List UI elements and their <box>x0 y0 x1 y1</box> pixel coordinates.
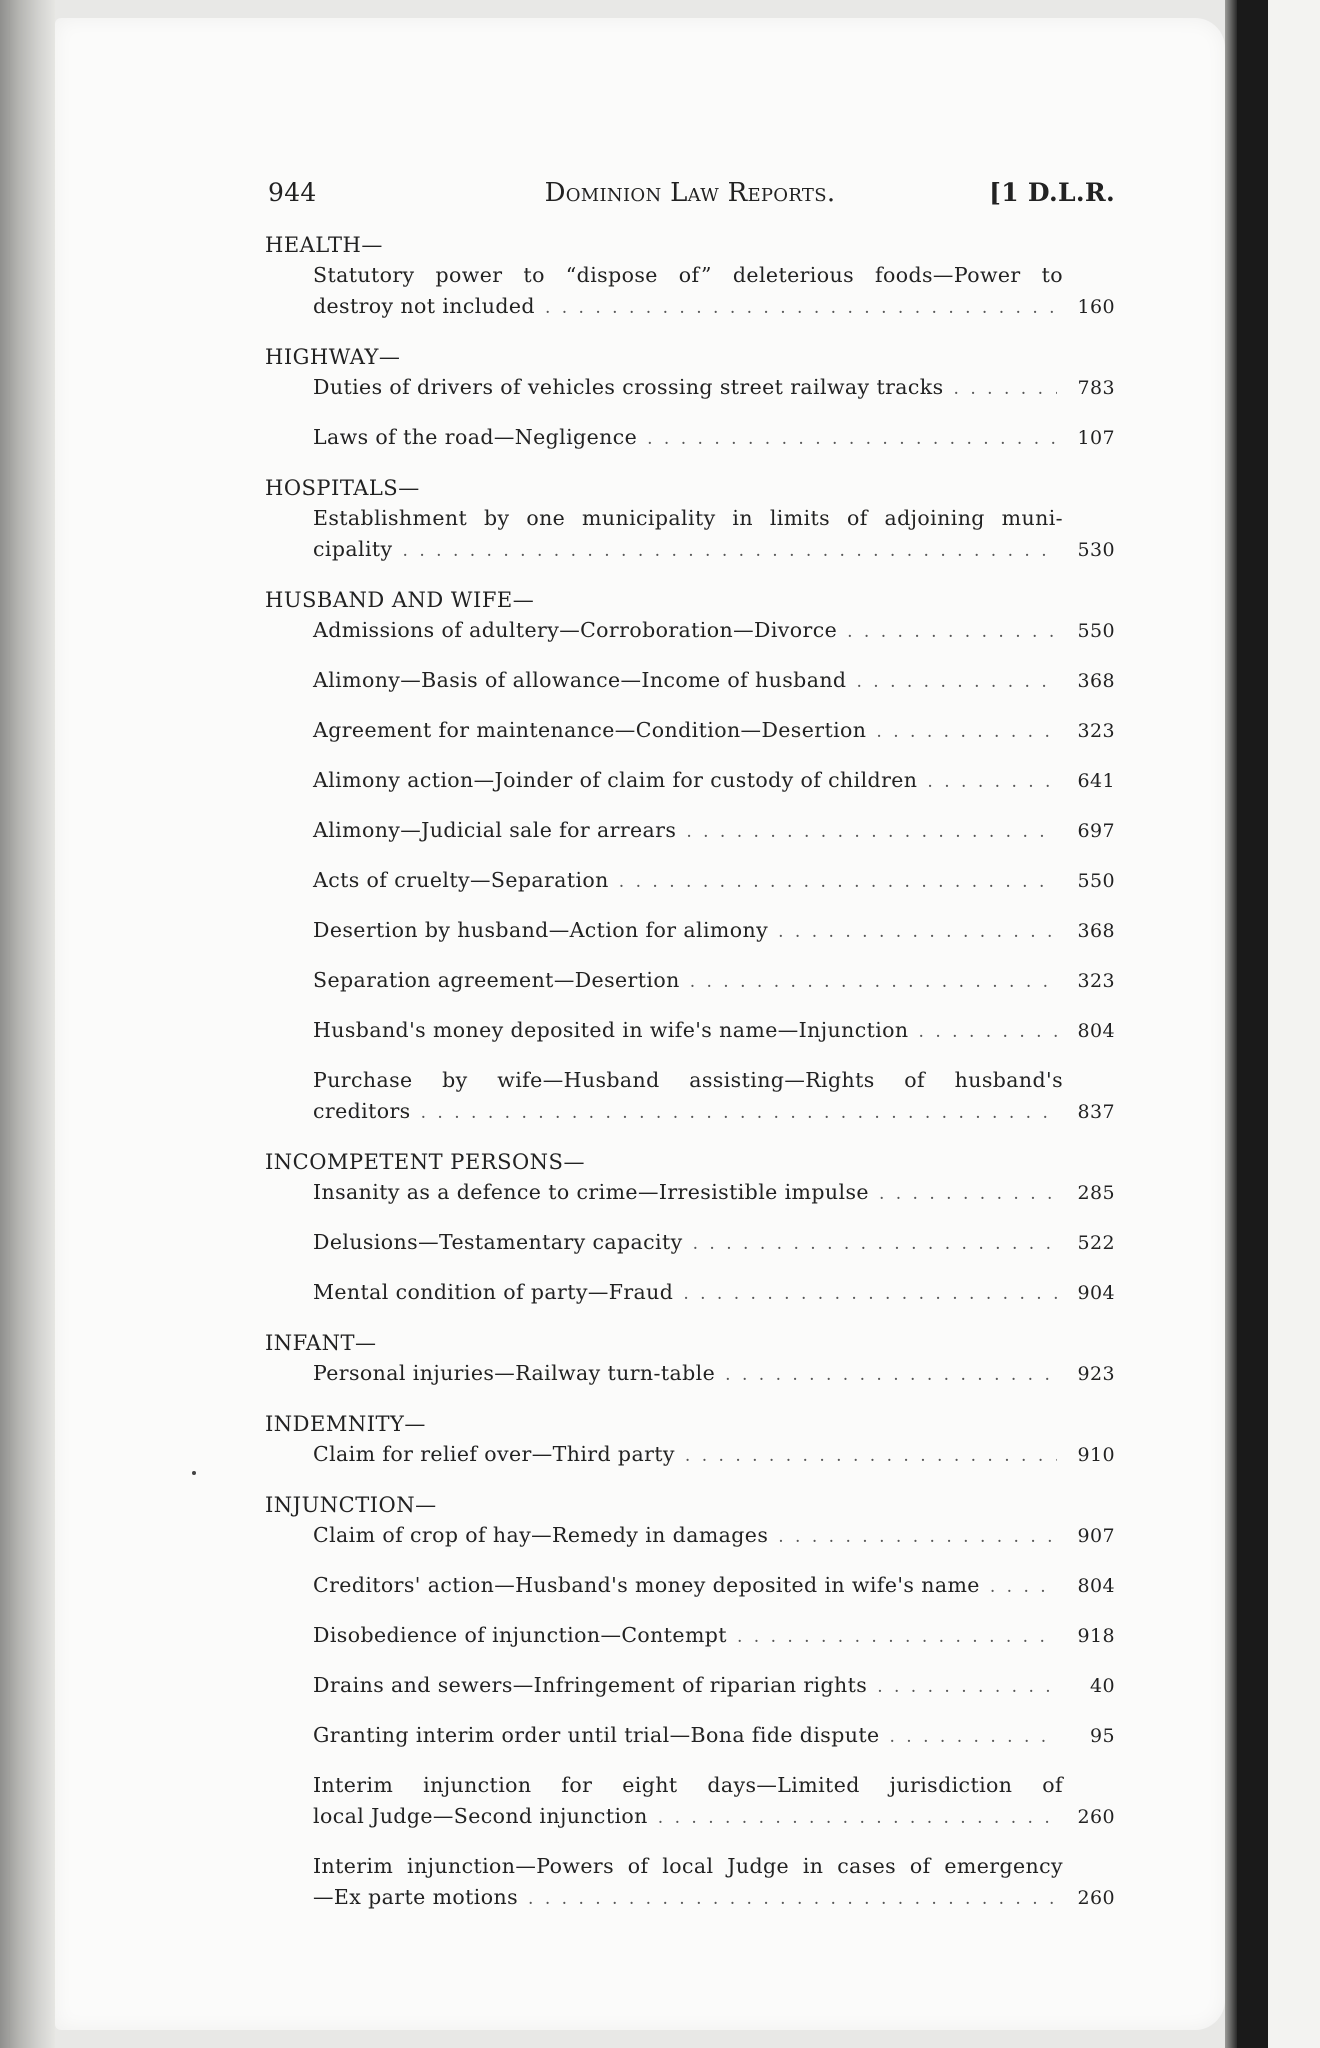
page-reference: 368 <box>1077 670 1115 692</box>
index-heading: HUSBAND AND WIFE— <box>265 588 535 612</box>
entry-line <box>313 1570 1115 1603</box>
page-reference: 368 <box>1077 920 1115 942</box>
entry-line <box>313 1227 1115 1260</box>
page-reference: 323 <box>1077 970 1115 992</box>
entry-text: local Judge—Second injunction <box>313 1804 648 1828</box>
entry-text: Granting interim order until trial—Bona fide dispute <box>313 1723 880 1747</box>
dot-leader <box>725 1360 1057 1391</box>
index-section <box>265 585 1115 1129</box>
volume-reference: [1 D.L.R. <box>989 178 1115 207</box>
dot-leader <box>919 1017 1057 1048</box>
index-section <box>265 1328 1115 1391</box>
index-entry <box>313 1439 1115 1472</box>
dot-leader <box>856 667 1057 698</box>
index-entry <box>313 422 1115 455</box>
page-reference: 260 <box>1077 1887 1115 1909</box>
index-heading: INCOMPETENT PERSONS— <box>265 1150 585 1174</box>
dot-leader <box>877 1672 1057 1703</box>
index-body <box>265 230 1115 1915</box>
dot-leader <box>421 1098 1057 1129</box>
index-entry <box>313 1277 1115 1310</box>
index-entry <box>313 865 1115 898</box>
page-reference: 783 <box>1077 377 1115 399</box>
entry-text-lead: Interim injunction—Powers of local Judge in cases of emergency <box>313 1854 1063 1878</box>
page-reference: 522 <box>1077 1232 1115 1254</box>
page-content <box>265 170 1115 1933</box>
entry-text: Desertion by husband—Action for alimony <box>313 918 769 942</box>
index-heading: INFANT— <box>265 1331 377 1355</box>
index-entry <box>313 1227 1115 1260</box>
stray-ink-mark <box>192 1471 196 1475</box>
dot-leader <box>683 1279 1057 1310</box>
page-reference: 530 <box>1077 539 1115 561</box>
entry-line <box>313 1620 1115 1653</box>
page-reference: 160 <box>1077 296 1115 318</box>
entry-line <box>313 1439 1115 1472</box>
dot-leader <box>876 717 1057 748</box>
entry-text: Drains and sewers—Infringement of riparian rights <box>313 1673 868 1697</box>
page-reference: 107 <box>1077 427 1115 449</box>
publication-title: Dominion Law Reports. <box>544 178 836 208</box>
dot-leader <box>778 1522 1057 1553</box>
page-reference: 260 <box>1077 1806 1115 1828</box>
dot-leader <box>686 817 1057 848</box>
dot-leader <box>890 1722 1058 1753</box>
index-entry <box>313 965 1115 998</box>
dot-leader <box>693 1229 1057 1260</box>
index-entry <box>313 615 1115 648</box>
index-entry <box>313 1851 1115 1915</box>
index-heading: HIGHWAY— <box>265 345 401 369</box>
entry-line <box>313 534 1115 567</box>
page-number: 944 <box>268 178 317 207</box>
page-reference: 907 <box>1077 1525 1115 1547</box>
entry-first-line <box>313 260 1115 291</box>
entry-text: —Ex parte motions <box>313 1885 519 1909</box>
page-reference: 323 <box>1077 720 1115 742</box>
entry-line <box>313 1670 1115 1703</box>
index-entry <box>313 1620 1115 1653</box>
dot-leader <box>647 424 1057 455</box>
index-entry <box>313 1177 1115 1210</box>
entry-text: destroy not included <box>313 294 535 318</box>
index-section <box>265 1490 1115 1915</box>
entry-line <box>313 1096 1115 1129</box>
entry-line <box>313 665 1115 698</box>
index-entry <box>313 1358 1115 1391</box>
index-entry <box>313 1720 1115 1753</box>
index-section <box>265 473 1115 567</box>
entry-first-line <box>313 503 1115 534</box>
index-entry <box>313 915 1115 948</box>
index-entry <box>313 715 1115 748</box>
entry-text: Delusions—Testamentary capacity <box>313 1230 683 1254</box>
page-reference: 923 <box>1077 1363 1115 1385</box>
entry-text: cipality <box>313 537 393 561</box>
entry-text: Personal injuries—Railway turn-table <box>313 1361 716 1385</box>
index-heading: HOSPITALS— <box>265 476 420 500</box>
entry-text: Claim of crop of hay—Remedy in damages <box>313 1523 769 1547</box>
dot-leader <box>658 1803 1057 1834</box>
dot-leader <box>528 1884 1057 1915</box>
entry-line <box>313 1277 1115 1310</box>
page-reference: 95 <box>1090 1725 1115 1747</box>
index-entry <box>313 765 1115 798</box>
index-entry <box>313 260 1115 324</box>
entry-text: Alimony action—Joinder of claim for custody of children <box>313 768 918 792</box>
dot-leader <box>847 617 1057 648</box>
page-reference: 697 <box>1077 820 1115 842</box>
entry-text-lead: Statutory power to “dispose of” deleterious foods—Power to <box>313 263 1063 287</box>
page-reference: 804 <box>1077 1575 1115 1597</box>
entry-text: creditors <box>313 1099 411 1123</box>
entry-text: Admissions of adultery—Corroboration—Divorce <box>313 618 838 642</box>
entry-line <box>313 965 1115 998</box>
entry-line <box>313 291 1115 324</box>
dot-leader <box>778 917 1057 948</box>
index-entry <box>313 1520 1115 1553</box>
index-entry <box>313 1065 1115 1129</box>
entry-text: Laws of the road—Negligence <box>313 425 638 449</box>
index-heading: INDEMNITY— <box>265 1412 426 1436</box>
index-entry <box>313 815 1115 848</box>
index-entry <box>313 1015 1115 1048</box>
index-entry <box>313 372 1115 405</box>
entry-text: Acts of cruelty—Separation <box>313 868 609 892</box>
page-reference: 910 <box>1077 1444 1115 1466</box>
entry-text-lead: Establishment by one municipality in limits of adjoining muni- <box>313 506 1063 530</box>
index-section <box>265 342 1115 455</box>
entry-line <box>313 915 1115 948</box>
dot-leader <box>685 1441 1057 1472</box>
entry-text: Separation agreement—Desertion <box>313 968 680 992</box>
entry-line <box>313 615 1115 648</box>
page-reference: 904 <box>1077 1282 1115 1304</box>
entry-text: Creditors' action—Husband's money deposited in wife's name <box>313 1573 980 1597</box>
entry-first-line <box>313 1065 1115 1096</box>
index-entry <box>313 1670 1115 1703</box>
entry-line <box>313 1358 1115 1391</box>
index-heading: INJUNCTION— <box>265 1493 437 1517</box>
index-section <box>265 230 1115 324</box>
index-entry <box>313 503 1115 567</box>
facing-page-edge <box>1225 0 1320 2048</box>
entry-text: Claim for relief over—Third party <box>313 1442 675 1466</box>
page-reference: 918 <box>1077 1625 1115 1647</box>
entry-line <box>313 1720 1115 1753</box>
dot-leader <box>879 1179 1057 1210</box>
entry-line <box>313 1177 1115 1210</box>
book-spine-edge <box>0 0 55 2048</box>
entry-line <box>313 815 1115 848</box>
dot-leader <box>545 293 1057 324</box>
dot-leader <box>927 767 1057 798</box>
page-reference: 550 <box>1077 620 1115 642</box>
entry-text: Insanity as a defence to crime—Irresistible impulse <box>313 1180 869 1204</box>
entry-text: Mental condition of party—Fraud <box>313 1280 674 1304</box>
entry-first-line <box>313 1770 1115 1801</box>
entry-text: Agreement for maintenance—Condition—Desertion <box>313 718 867 742</box>
page-reference: 550 <box>1077 870 1115 892</box>
dot-leader <box>690 967 1057 998</box>
entry-text: Husband's money deposited in wife's name—Injunction <box>313 1018 909 1042</box>
page-reference: 804 <box>1077 1020 1115 1042</box>
page-reference: 641 <box>1077 770 1115 792</box>
index-entry <box>313 1570 1115 1603</box>
entry-line <box>313 372 1115 405</box>
dot-leader <box>403 536 1057 567</box>
page-reference: 40 <box>1090 1675 1115 1697</box>
index-entry <box>313 1770 1115 1834</box>
entry-first-line <box>313 1851 1115 1882</box>
entry-text: Alimony—Judicial sale for arrears <box>313 818 677 842</box>
page-reference: 837 <box>1077 1101 1115 1123</box>
entry-line <box>313 715 1115 748</box>
entry-line <box>313 1882 1115 1915</box>
running-header <box>265 170 1115 210</box>
dot-leader <box>737 1622 1057 1653</box>
entry-line <box>313 1015 1115 1048</box>
index-heading: HEALTH— <box>265 233 383 257</box>
entry-text-lead: Purchase by wife—Husband assisting—Rights of husband's <box>313 1068 1063 1092</box>
entry-text-lead: Interim injunction for eight days—Limited jurisdiction of <box>313 1773 1063 1797</box>
dot-leader <box>990 1572 1057 1603</box>
index-section <box>265 1409 1115 1472</box>
dot-leader <box>954 374 1057 405</box>
entry-line <box>313 422 1115 455</box>
entry-line <box>313 1801 1115 1834</box>
entry-text: Disobedience of injunction—Contempt <box>313 1623 727 1647</box>
entry-text: Alimony—Basis of allowance—Income of husband <box>313 668 847 692</box>
dot-leader <box>619 867 1057 898</box>
entry-line <box>313 765 1115 798</box>
entry-text: Duties of drivers of vehicles crossing street railway tracks <box>313 375 944 399</box>
index-entry <box>313 665 1115 698</box>
entry-line <box>313 1520 1115 1553</box>
index-section <box>265 1147 1115 1310</box>
entry-line <box>313 865 1115 898</box>
page-reference: 285 <box>1077 1182 1115 1204</box>
